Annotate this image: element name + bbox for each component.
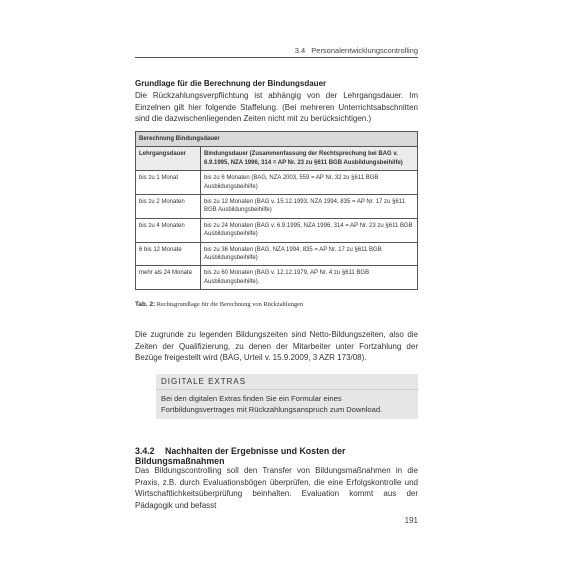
- table-header-row: [136, 147, 418, 171]
- table-caption: [135, 301, 418, 308]
- intro-paragraph: Die Rückzahlungsverpflichtung ist abhängig von der Lehrgangsdauer. Im Einzelnen gilt hier folgende Staffelung. (Bei mehreren Unterrichtsabschnitten sind die dazwischenliegenden Zeiten nicht mit zu berücksichtigen.): [135, 91, 418, 124]
- table-cell: bis zu 36 Monaten (BAG, NZA 1994, 835 = AP Nr. 17 zu §611 BGB Ausbildungsbeihilfe): [201, 242, 418, 266]
- section-number: 3.4.2: [135, 446, 155, 456]
- intro-heading: Grundlage für die Berechnung der Bindungsdauer: [135, 79, 327, 88]
- digitale-extras-box: [156, 374, 418, 419]
- table-cell: bis zu 2 Monaten: [136, 195, 201, 219]
- digitale-extras-title: DIGITALE EXTRAS: [156, 374, 418, 390]
- table-cell: bis zu 12 Monaten (BAG v. 15.12.1993, NZA 1994, 835 = AP Nr. 17 zu §611 BGB Ausbildungsbeihilfe): [201, 195, 418, 219]
- bindungsdauer-table: [135, 131, 418, 290]
- table-cell: bis zu 1 Monat: [136, 171, 201, 195]
- table-cell: 6 bis 12 Monate: [136, 242, 201, 266]
- page-number: 191: [404, 516, 418, 525]
- section-heading: [135, 446, 418, 466]
- running-header-section-title: Personalentwicklungscontrolling: [311, 46, 418, 55]
- running-header: [135, 46, 418, 55]
- running-header-section-number: 3.4: [294, 46, 306, 55]
- table-row: [136, 266, 418, 290]
- section-title: Nachhalten der Ergebnisse und Kosten der Bildungsmaßnahmen: [135, 446, 346, 466]
- table-header-lehrgangsdauer: Lehrgangsdauer: [136, 147, 201, 171]
- table-cell: bis zu 60 Monaten (BAG v. 12.12.1979, AP Nr. 4 zu §611 BGB Ausbildungsbeihilfe).: [201, 266, 418, 290]
- header-rule: [135, 57, 418, 58]
- table-row: [136, 242, 418, 266]
- table-title-row: [136, 132, 418, 147]
- table-cell: bis zu 24 Monaten (BAG v. 6.9.1995, NZA 1996, 314 = AP Nr. 23 zu §611 BGB Ausbildungsbeihilfe): [201, 218, 418, 242]
- digitale-extras-text: Bei den digitalen Extras finden Sie ein Formular eines Fortbildungsvertrages mit Rückzahlungsanspruch zum Download.: [161, 394, 383, 414]
- table-caption-text: Rechtsgrundlage für die Berechnung von Rückzahlungen: [156, 301, 304, 308]
- table-cell: bis zu 6 Monaten (BAG, NZA 2003, 559 = AP Nr. 32 zu §611 BGB Ausbildungsbeihilfe): [201, 171, 418, 195]
- table-title: Berechnung Bindungsdauer: [136, 132, 418, 147]
- table-cell: mehr als 24 Monate: [136, 266, 201, 290]
- table-row: [136, 195, 418, 219]
- table-row: [136, 171, 418, 195]
- section-paragraph: Das Bildungscontrolling soll den Transfer von Bildungsmaßnahmen in die Praxis, z.B. durch Evaluationsbögen überprüfen, die eine Erfolgskontrolle und Wirtschaftlichkeitsüberprüfung beinhalten. Evaluation kommt aus der Pädagogik und befasst: [135, 466, 418, 510]
- table-caption-label: Tab. 2:: [135, 301, 156, 308]
- body-paragraph: Die zugrunde zu legenden Bildungszeiten sind Netto-Bildungszeiten, also die Zeiten der Qualifizierung, zu denen der Mitarbeiter unter Fortzahlung der Bezüge freigestellt wird (BAG, Urteil v. 15.9.2009, 3 AZR 173/08).: [135, 330, 418, 363]
- table-cell: bis zu 4 Monaten: [136, 218, 201, 242]
- table-header-bindungsdauer: Bindungsdauer (Zusammenfassung der Rechtsprechung bei BAG v. 6.9.1995, NZA 1996, 314 = AP Nr. 23 zu §611 BGB Ausbildungsbeihilfe): [201, 147, 418, 171]
- table-row: [136, 218, 418, 242]
